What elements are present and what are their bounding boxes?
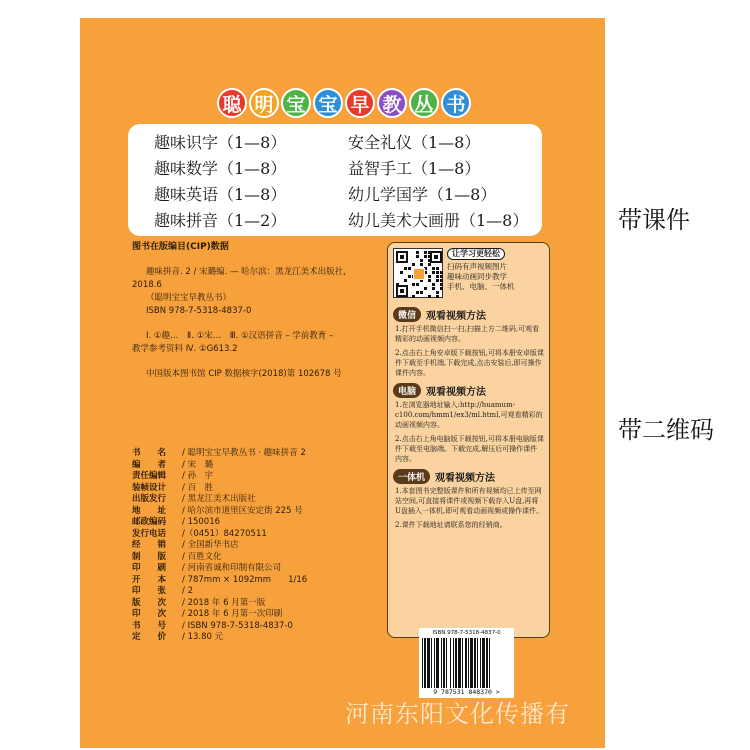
publication-value: / 787mm × 1092mm 1/16 (182, 574, 308, 585)
publication-row (132, 460, 392, 472)
publication-value: / 2 (182, 586, 193, 596)
publication-row (132, 448, 392, 460)
publication-row (132, 563, 392, 575)
book-list-item: 益智手工（1—8） (348, 159, 481, 178)
barcode-bars (422, 638, 511, 688)
series-title-char: 宝 (313, 88, 343, 118)
easy-learning-badge: 让学习更轻松 (447, 248, 505, 260)
publication-row (132, 483, 392, 495)
book-list-item: 趣味英语（1—8） (154, 185, 287, 204)
publication-value: / 哈尔滨市道里区安定街 225 号 (182, 505, 303, 516)
pc-tag: 电脑 (393, 383, 421, 398)
publication-label: 版 次 (132, 597, 167, 608)
barcode-number: 9 787531 848370 > (433, 688, 500, 696)
series-title-char: 明 (249, 88, 279, 118)
publication-row (132, 494, 392, 506)
publication-row (132, 517, 392, 529)
publication-label: 开 本 (132, 574, 167, 585)
publication-label: 出版发行 (132, 494, 167, 504)
barcode-isbn-text: ISBN 978-7-5318-4837-0 (432, 630, 501, 636)
publication-row (132, 506, 392, 518)
publication-label: 印 刷 (132, 563, 167, 573)
series-title-char: 丛 (409, 88, 439, 118)
cip-line: 2018.6 (132, 280, 162, 290)
publication-row (132, 598, 392, 610)
series-title-char: 书 (441, 88, 471, 118)
publication-label: 印 次 (132, 609, 167, 619)
series-title-char: 宝 (281, 88, 311, 118)
cip-line: Ⅰ. ①趣… Ⅱ. ①宋… Ⅲ. ①汉语拼音 – 学前教育 – (146, 331, 334, 341)
publication-value: / 孙 宇 (182, 471, 214, 481)
publication-label: 装帧设计 (132, 482, 167, 493)
instruction-text: 1.本套图书完整版课件和所有视频均已上传至网站空间,可直接将课件或视频下载存入U盘,再将U盘插入一体机,即可观看动画视频或操作课件。 (395, 487, 544, 515)
publication-value: / 全国新华书店 (182, 540, 239, 550)
qr-line: 扫码有声视频图片 (447, 262, 507, 271)
book-list-item: 趣味识字（1—8） (154, 133, 287, 152)
publication-value: / 聪明宝宝早教丛书 · 趣味拼音 2 (182, 448, 306, 458)
publication-value: / 宋 璐 (182, 459, 214, 470)
publication-value: / 百 胜 (182, 482, 214, 493)
book-list-left (154, 130, 286, 234)
publication-value: / 河南省诚和印制有限公司 (182, 563, 282, 573)
series-title-char: 聪 (217, 88, 247, 118)
book-list-item: 安全礼仪（1—8） (348, 133, 481, 152)
publication-row (132, 632, 392, 644)
publication-label: 经 销 (132, 540, 167, 550)
publication-row (132, 540, 392, 552)
all-in-one-heading: 观看视频方法 (435, 472, 496, 484)
publication-value: / 2018 年 6 月第一版 (182, 597, 266, 608)
pc-heading: 观看视频方法 (426, 386, 487, 398)
all-in-one-instructions (393, 484, 544, 530)
instruction-text: 2.点击右上角安卓版下载按钮,可将本册安卓版课件下载至手机端,下载完成,点击安装后,即可操作课件内容。 (395, 349, 544, 377)
publication-label: 邮政编码 (132, 517, 167, 527)
publication-label: 责任编辑 (132, 471, 167, 481)
qr-code[interactable] (393, 248, 443, 298)
cip-line: 教学参考资料 Ⅳ. ①G613.2 (132, 344, 238, 354)
publication-value: / 2018 年 6 月第一次印刷 (182, 609, 283, 619)
book-list-item: 幼儿学国学（1—8） (348, 185, 497, 204)
instruction-text: 1.打开手机微信扫一扫,扫描上方二维码,可观看精彩的动画视频内容。 (395, 325, 540, 343)
instruction-text: 1.在浏览器地址输入:http://huamum-c100.com/hmm1/ex3/ml.html,可观看精彩的动画视频内容。 (395, 401, 543, 429)
series-title (217, 88, 471, 124)
cip-line: （聪明宝宝早教丛书） (146, 293, 232, 303)
wechat-heading: 观看视频方法 (426, 310, 487, 322)
courseware-label: 带课件 (618, 206, 690, 234)
wechat-tag: 微信 (393, 307, 421, 322)
publication-details (132, 448, 392, 644)
video-instructions-box (387, 242, 550, 638)
cip-line: 趣味拼音. 2 / 宋璐编. — 哈尔滨：黑龙江美术出版社， (146, 267, 352, 277)
book-list-item: 幼儿美术大画册（1—8） (348, 211, 529, 230)
publication-row (132, 529, 392, 541)
cip-block (132, 241, 382, 381)
pc-instructions (393, 398, 544, 464)
publication-value: / 百胜文化 (182, 551, 222, 562)
cip-line: ISBN 978-7-5318-4837-0 (146, 306, 252, 316)
publication-value: / 13.80 元 (182, 632, 224, 642)
series-title-char: 早 (345, 88, 375, 118)
publication-label: 书 名 (132, 448, 167, 458)
publication-value: / 150016 (182, 517, 221, 527)
publication-row (132, 609, 392, 621)
series-title-char: 教 (377, 88, 407, 118)
book-list-item: 趣味拼音（1—2） (154, 211, 287, 230)
book-list-item: 趣味数学（1—8） (154, 159, 287, 178)
book-list-panel (128, 124, 542, 236)
book-list-right (348, 130, 528, 234)
publication-row (132, 552, 392, 564)
publication-value: / ISBN 978-7-5318-4837-0 (182, 620, 293, 631)
instruction-text: 2.点击右上角电脑版下载按钮,可将本册电脑版课件下载至电脑端。下载完成,解压后可操作课件内容。 (395, 435, 544, 463)
qr-line: 手机、电脑、一体机 (447, 282, 515, 291)
publication-row (132, 575, 392, 587)
publication-label: 地 址 (132, 505, 167, 516)
qr-line: 趣味动画同步教学 (447, 272, 507, 281)
cip-heading: 图书在版编目(CIP)数据 (132, 242, 229, 252)
publication-label: 印 张 (132, 586, 167, 596)
publication-value: / 黑龙江美术出版社 (182, 494, 256, 504)
publication-label: 书 号 (132, 620, 167, 631)
publication-label: 编 者 (132, 459, 167, 470)
publication-value: /（0451）84270511 (182, 528, 267, 539)
publication-row (132, 471, 392, 483)
isbn-barcode (419, 628, 514, 698)
wechat-instructions (393, 322, 544, 378)
qrcode-label: 带二维码 (618, 416, 714, 444)
watermark: 河南东阳文化传播有 (345, 700, 570, 728)
instruction-text: 2.课件下载地址请联系您的经销商。 (395, 521, 507, 529)
publication-label: 发行电话 (132, 528, 167, 539)
publication-label: 制 版 (132, 551, 167, 562)
publication-label: 定 价 (132, 632, 167, 642)
publication-row (132, 621, 392, 633)
cip-line: 中国版本图书馆 CIP 数据核字(2018)第 102678 号 (146, 369, 342, 379)
publication-row (132, 586, 392, 598)
all-in-one-tag: 一体机 (393, 469, 430, 484)
